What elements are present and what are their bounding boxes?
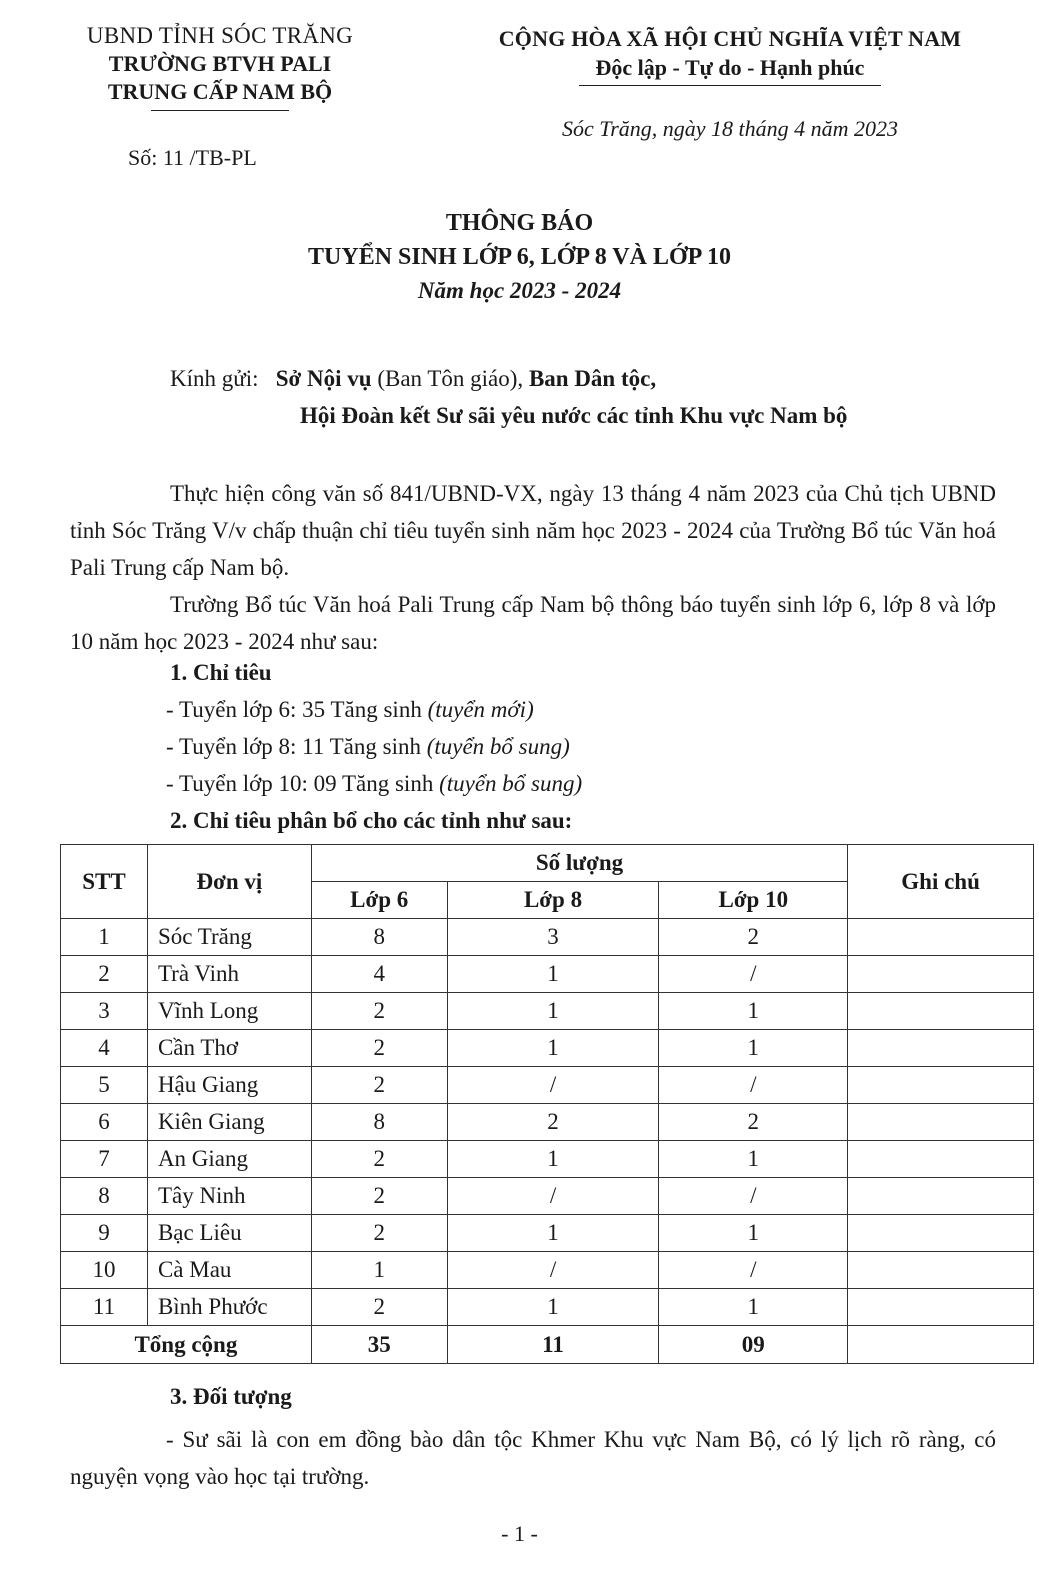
total-note [848,1326,1034,1364]
quota-item: - Tuyển lớp 6: 35 Tăng sinh (tuyển mới) [166,697,534,722]
allocation-table [60,844,1034,1364]
document-number: Số: 11 /TB-PL [128,145,257,170]
section-heading-quota: 1. Chỉ tiêu [170,660,272,685]
national-header-block [440,24,1020,86]
paragraph-eligibility: - Sư sãi là con em đồng bào dân tộc Khmer Khu vực Nam Bộ, có lý lịch rõ ràng, có nguyện vọng vào học tại trường. [70,1427,996,1489]
motto-underline [579,85,881,86]
table-row: 6 Kiên Giang 8 2 2 [61,1104,1034,1141]
national-motto: Độc lập - Tự do - Hạnh phúc [595,55,865,80]
date-line: Sóc Trăng, ngày 18 tháng 4 năm 2023 [561,116,899,141]
table-total-row [61,1326,1034,1364]
total-label: Tổng cộng [61,1326,312,1364]
republic-name: CỘNG HÒA XÃ HỘI CHỦ NGHĨA VIỆT NAM [498,26,962,51]
school-name-line1: TRƯỜNG BTVH PALI [108,51,332,76]
header-unit: Đơn vị [147,845,311,919]
table-row: 4 Cần Thơ 2 1 1 [61,1030,1034,1067]
document-subject: TUYỂN SINH LỚP 6, LỚP 8 VÀ LỚP 10 [308,244,731,270]
recipients-label: Kính gửi: [170,366,259,391]
header-quantity: Số lượng [311,845,847,882]
table-row: 10 Cà Mau 1 / / [61,1252,1034,1289]
table-row: 1 Sóc Trăng 8 3 2 [61,919,1034,956]
recipient-religion-board: (Ban Tôn giáo), [371,366,529,391]
table-row: 9 Bạc Liêu 2 1 1 [61,1215,1034,1252]
paragraph-announcement: Trường Bổ túc Văn hoá Pali Trung cấp Nam bộ thông báo tuyển sinh lớp 6, lớp 8 và lớp 10 năm học 2023 - 2024 như sau: [70,592,996,654]
table-row: 7 An Giang 2 1 1 [61,1141,1034,1178]
recipient-ethnic-board: Ban Dân tộc, [528,366,657,391]
table-row: 11 Bình Phước 2 1 1 [61,1289,1034,1326]
table-row: 8 Tây Ninh 2 / / [61,1178,1034,1215]
school-name-line2: TRUNG CẤP NAM BỘ [107,79,333,104]
recipient-interior-dept: Sở Nội vụ [275,366,372,391]
total-grade10: 09 [659,1326,848,1364]
total-grade6: 35 [311,1326,447,1364]
header-grade6: Lớp 6 [311,882,447,919]
quota-item: - Tuyển lớp 10: 09 Tăng sinh (tuyển bổ sung) [166,771,583,796]
province-org: UBND TỈNH SÓC TRĂNG [86,23,354,48]
header-grade10: Lớp 10 [659,882,848,919]
header-note: Ghi chú [848,845,1034,919]
section-heading-allocation: 2. Chỉ tiêu phân bổ cho các tỉnh như sau: [170,808,573,833]
recipients-line1 [170,366,656,392]
header-left-underline [151,110,289,111]
recipients-line2: Hội Đoàn kết Sư sãi yêu nước các tỉnh Khu vực Nam bộ [300,403,848,428]
document-title: THÔNG BÁO [445,210,594,236]
total-grade8: 11 [447,1326,659,1364]
quota-item: - Tuyển lớp 8: 11 Tăng sinh (tuyển bổ sung) [166,734,570,759]
header-stt: STT [61,845,148,919]
page-number: - 1 - [501,1521,538,1546]
table-row: 3 Vĩnh Long 2 1 1 [61,993,1034,1030]
paragraph-intro: Thực hiện công văn số 841/UBND-VX, ngày 13 tháng 4 năm 2023 của Chủ tịch UBND tỉnh Sóc Trăng V/v chấp thuận chỉ tiêu tuyển sinh năm học 2023 - 2024 của Trường Bổ túc Văn hoá Pali Trung cấp Nam bộ. [70,481,996,580]
section-heading-eligibility: 3. Đối tượng [170,1384,292,1409]
table-row: 5 Hậu Giang 2 / / [61,1067,1034,1104]
header-grade8: Lớp 8 [447,882,659,919]
school-year: Năm học 2023 - 2024 [417,278,622,303]
issuing-authority-block [40,22,400,111]
table-row: 2 Trà Vinh 4 1 / [61,956,1034,993]
